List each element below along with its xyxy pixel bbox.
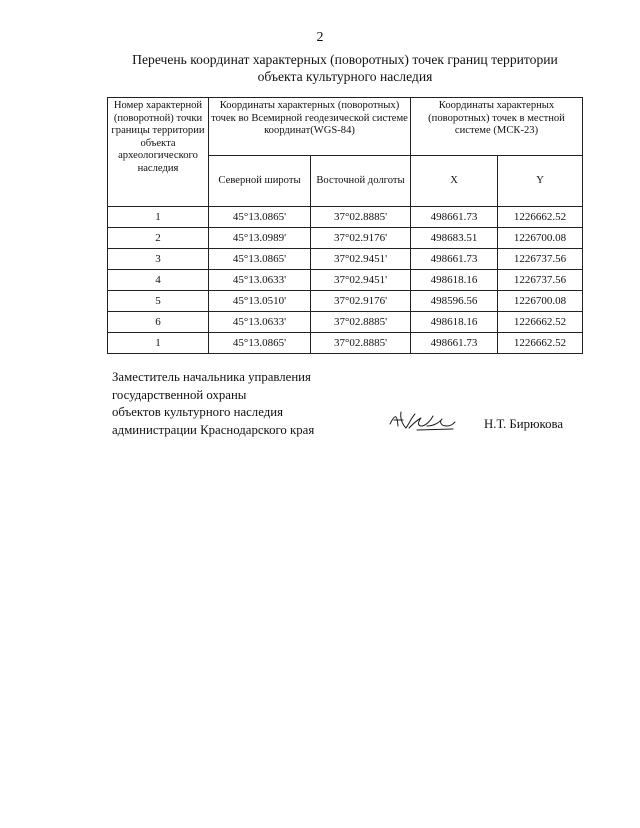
cell-y: 1226662.52	[498, 312, 583, 333]
coordinates-table	[107, 97, 583, 354]
cell-point: 1	[108, 207, 209, 228]
signer-position	[112, 369, 314, 439]
header-msk23-group: Координаты характерных (поворотных) точек в местной системе (МСК-23)	[411, 98, 583, 156]
header-wgs84-group: Координаты характерных (поворотных) точек во Всемирной геодезической системе координат(WGS-84)	[209, 98, 411, 156]
table-row	[108, 249, 583, 270]
table-row	[108, 333, 583, 354]
cell-x: 498618.16	[411, 270, 498, 291]
signer-position-line-2: государственной охраны	[112, 387, 247, 402]
cell-point: 5	[108, 291, 209, 312]
cell-longitude: 37°02.9176'	[311, 228, 411, 249]
cell-point: 1	[108, 333, 209, 354]
document-title	[110, 51, 580, 85]
cell-latitude: 45°13.0865'	[209, 333, 311, 354]
cell-longitude: 37°02.8885'	[311, 333, 411, 354]
cell-latitude: 45°13.0510'	[209, 291, 311, 312]
cell-y: 1226700.08	[498, 291, 583, 312]
cell-x: 498661.73	[411, 249, 498, 270]
cell-latitude: 45°13.0633'	[209, 270, 311, 291]
page-number: 2	[316, 30, 324, 45]
signer-position-line-1: Заместитель начальника управления	[112, 370, 311, 384]
cell-y: 1226662.52	[498, 333, 583, 354]
table-row	[108, 312, 583, 333]
cell-y: 1226662.52	[498, 207, 583, 228]
cell-point: 2	[108, 228, 209, 249]
header-x: X	[411, 156, 498, 207]
cell-y: 1226700.08	[498, 228, 583, 249]
cell-x: 498683.51	[411, 228, 498, 249]
cell-longitude: 37°02.9176'	[311, 291, 411, 312]
cell-longitude: 37°02.9451'	[311, 249, 411, 270]
cell-x: 498596.56	[411, 291, 498, 312]
cell-latitude: 45°13.0865'	[209, 249, 311, 270]
header-y: Y	[498, 156, 583, 207]
title-line-1: Перечень координат характерных (поворотных) точек границ территории	[132, 52, 558, 67]
cell-point: 4	[108, 270, 209, 291]
title-line-2: объекта культурного наследия	[257, 69, 433, 84]
table-row	[108, 291, 583, 312]
cell-x: 498661.73	[411, 207, 498, 228]
cell-x: 498661.73	[411, 333, 498, 354]
cell-longitude: 37°02.9451'	[311, 270, 411, 291]
table-header-row	[108, 98, 583, 156]
cell-longitude: 37°02.8885'	[311, 312, 411, 333]
cell-latitude: 45°13.0989'	[209, 228, 311, 249]
cell-point: 3	[108, 249, 209, 270]
header-east-longitude: Восточной долготы	[311, 156, 411, 207]
cell-y: 1226737.56	[498, 270, 583, 291]
cell-latitude: 45°13.0865'	[209, 207, 311, 228]
signer-name: Н.Т. Бирюкова	[484, 417, 564, 431]
table-row	[108, 270, 583, 291]
table-row	[108, 228, 583, 249]
signer-position-line-3: объектов культурного наследия	[112, 405, 283, 420]
cell-x: 498618.16	[411, 312, 498, 333]
signer-position-line-4: администрации Краснодарского края	[112, 422, 315, 437]
cell-point: 6	[108, 312, 209, 333]
header-north-latitude: Северной широты	[209, 156, 311, 207]
table-row	[108, 207, 583, 228]
cell-latitude: 45°13.0633'	[209, 312, 311, 333]
header-point-number: Номер характерной (поворотной) точки границы территории объекта археологического наследия	[108, 98, 209, 207]
cell-longitude: 37°02.8885'	[311, 207, 411, 228]
handwritten-signature-icon	[387, 408, 457, 434]
cell-y: 1226737.56	[498, 249, 583, 270]
